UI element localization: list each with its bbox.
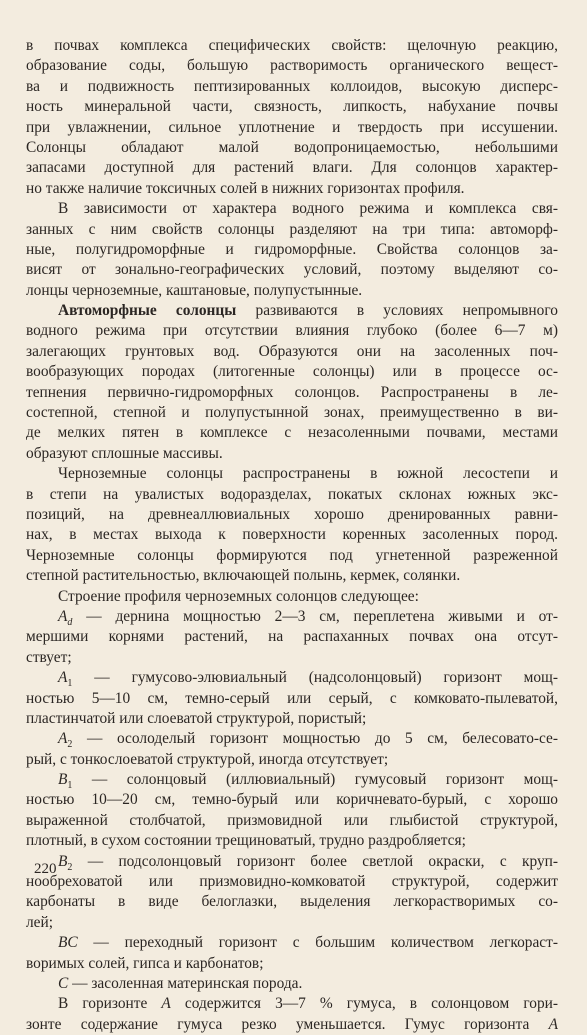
subscript: 2 [67,739,73,750]
text-segment: вообразующих породах (литогенные солонцы) или в процессе ос- [26,363,558,381]
text-segment: в почвах комплекса специфических свойств: щелочную реакцию, [26,37,558,54]
bold-term: Автоморфные солонцы [58,302,237,320]
text-segment: — гумусово-элювиальный (надсолонцовый) горизонт мощ- [72,669,558,687]
text-segment: — осолоделый горизонт мощностью до 5 см, белесовато-се- [72,730,558,748]
text-line [26,464,558,484]
text-line [26,689,558,709]
text-segment: нообреховатой или призмовидно-комковатой структурой, содержит [26,873,558,891]
text-line [26,383,558,403]
text-line [26,831,558,851]
text-segment: залегающих грунтовых вод. Образуются они на засоленных поч- [26,342,558,360]
text-segment: выраженной столбчатой, призмовидной или глыбистой структурой, [26,811,558,829]
text-segment: но также наличие токсичных солей в нижних горизонтах профиля. [26,179,465,197]
text-line [26,36,558,56]
text-line [26,852,558,872]
horizon-symbol: A [58,607,68,625]
text-segment: — солонцовый (иллювиальный) гумусовый горизонт мощ- [72,771,558,789]
text-line [26,525,558,545]
text-line [26,709,558,729]
text-segment: плотный, в сухом состоянии трещиноватый, трудно раздробляется; [26,832,466,850]
text-segment: лей; [26,913,54,931]
text-segment: ностью 10—20 см, темно-бурый или коричневато-бурый, с хорошо [26,791,558,809]
horizon-symbol: B [58,852,68,870]
text-line [26,423,558,443]
text-line [26,994,558,1014]
text-segment: де мелких пятен в комплексе с незасоленными почвами, местами [26,424,558,442]
subscript: 2 [67,861,73,873]
text-line [26,138,558,158]
text-line [26,444,558,464]
text-line [26,566,558,586]
text-segment: занных с ним свойств солонцы разделяют на три типа: автоморф- [26,220,558,238]
text-line [26,954,558,974]
text-line [26,260,558,280]
text-segment: образуют сплошные массивы. [26,444,223,462]
horizon-symbol: A [58,730,68,748]
text-line [26,892,558,912]
text-line [26,913,558,933]
text-segment: запасами доступной для растений влаги. Для солонцов характер- [26,159,558,177]
text-line [26,301,558,321]
horizon-symbol: BC [58,934,78,952]
text-line [26,321,558,341]
text-line [26,240,558,260]
text-line [26,546,558,566]
text-segment: ва и подвижность пептизированных коллоидов, высокую дисперс- [26,77,558,95]
text-line [26,933,558,953]
text-segment: Черноземные солонцы формируются под угнетенной разреженной [26,546,558,564]
text-segment: позиций, на древнеаллювиальных хорошо дренированных равни- [26,505,558,523]
text-segment: висят от зонально-географических условий, поэтому выделяют со- [26,261,558,279]
text-segment: Черноземные солонцы распространены в южной лесостепи и [58,465,558,483]
subscript: 1 [67,678,73,689]
text-line [26,118,558,138]
text-line [26,790,558,810]
text-line [26,403,558,423]
text-line [26,97,558,117]
text-line [26,770,558,790]
subscript: d [67,617,73,628]
text-line [26,974,558,994]
text-segment: — дернина мощностью 2—3 см, переплетена живыми и от- [72,607,558,625]
text-segment: зонте содержание гумуса резко уменьшается. Гумус горизонта [26,1015,549,1033]
text-line [26,485,558,505]
text-line [26,281,558,301]
text-segment: — засоленная материнская порода. [68,974,303,992]
text-line [26,77,558,97]
text-segment: В горизонте [58,995,162,1013]
text-segment: лонцы черноземные, каштановые, полупустынные. [26,281,363,299]
text-segment: водного режима при отсутствии влияния глубоко (более 6—7 м) [26,322,558,340]
horizon-symbol: C [58,974,69,992]
text-segment: В зависимости от характера водного режима и комплекса свя- [58,200,558,218]
horizon-symbol: A [58,669,68,687]
text-segment: ные, полугидроморфные и гидроморфные. Свойства солонцов за- [26,240,558,258]
text-line [26,587,558,607]
text-segment: ствует; [26,648,72,666]
horizon-symbol: A [161,995,171,1013]
horizon-symbol: B [58,771,68,789]
text-segment: ностью 5—10 см, темно-серый или серый, с комковато-пылеватой, [26,689,558,707]
text-line [26,648,558,668]
text-line [26,56,558,76]
text-segment: воримых солей, гипса и карбонатов; [26,954,264,972]
text-segment: в степи на увалистых водоразделах, покатых склонах южных экс- [26,485,558,503]
text-segment: образование соды, большую растворимость органического вещест- [26,57,558,75]
text-segment: развиваются в условиях непромывного [236,302,558,320]
horizon-symbol: A [548,1015,558,1033]
subscript: 1 [67,780,73,791]
text-line [26,199,558,219]
text-line [26,729,558,749]
page-number: 220 [34,861,57,877]
text-line [26,668,558,688]
text-segment: мершими корнями растений, на распаханных почвах она отсут- [26,628,558,646]
text-line [26,220,558,240]
text-segment: степной растительностью, включающей полынь, кермек, солянки. [26,567,461,585]
text-line [26,158,558,178]
text-line [26,179,558,199]
text-line [26,750,558,770]
text-segment: ность минеральной части, связность, липкость, набухание почвы [26,98,558,116]
text-line [26,627,558,647]
text-line [26,811,558,831]
text-segment: при увлажнении, сильное уплотнение и твердость при иссушении. [26,118,558,136]
text-segment: — подсолонцовый горизонт более светлой окраски, с круп- [72,852,558,870]
text-segment: Строение профиля черноземных солонцов следующее: [58,587,419,605]
text-line [26,362,558,382]
text-line [26,872,558,892]
text-segment: нах, в местах выхода к поверхности коренных засоленных пород. [26,526,558,544]
text-segment: Солонцы обладают малой водопроницаемостью, небольшими [26,138,558,156]
text-line [26,342,558,362]
text-segment: тепнения первично-гидроморфных солонцов. Распространены в ле- [26,383,558,401]
text-line [26,505,558,525]
text-segment: содержится 3—7 % гумуса, в солонцовом гори- [170,995,558,1013]
text-segment: состепной, степной и полупустынной зонах, преимущественно в ви- [26,404,558,422]
text-segment: — переходный горизонт с большим количеством легкораст- [77,934,558,952]
text-line [26,607,558,627]
text-segment: пластинчатой или слоеватой структурой, пористый; [26,709,367,727]
text-segment: карбонаты в виде белоглазки, выделения легкорастворимых со- [26,893,558,911]
page-body [26,36,558,1035]
text-segment: рый, с тонкослоеватой структурой, иногда отсутствует; [26,750,389,768]
text-line [26,1015,558,1035]
